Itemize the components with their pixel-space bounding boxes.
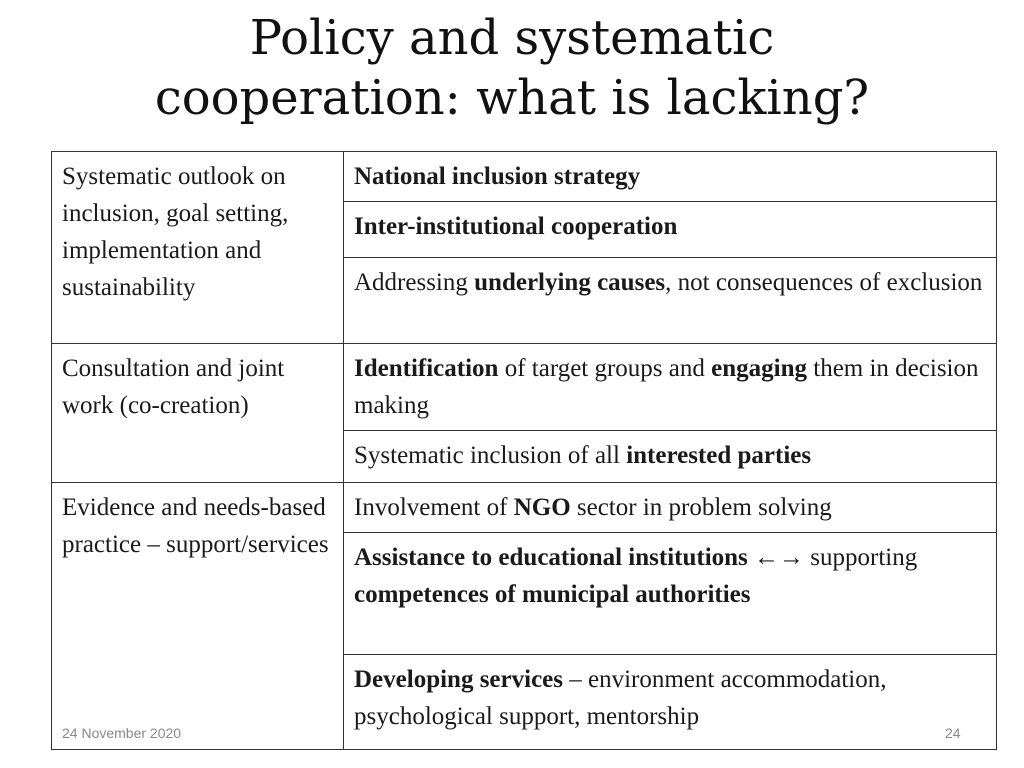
item-interested-parties: Systematic inclusion of all interested parties (344, 431, 997, 483)
category-evidence: Evidence and needs-based practice – support/services (52, 483, 344, 750)
table-row (52, 483, 997, 533)
item-identification: Identification of target groups and engaging them in decision making (344, 344, 997, 431)
item-developing-services: Developing services – environment accommodation, psychological support, mentorship (344, 655, 997, 750)
slide-title (0, 8, 1024, 128)
table-row (52, 344, 997, 431)
lacking-table (51, 151, 997, 750)
slide-title-line-2: cooperation: what is lacking? (154, 70, 870, 126)
page-number: 24 (945, 725, 961, 741)
item-assistance: Assistance to educational institutions ←→ supporting competences of municipal authorities (344, 533, 997, 655)
table-row (52, 152, 997, 202)
item-ngo: Involvement of NGO sector in problem solving (344, 483, 997, 533)
category-consultation: Consultation and joint work (co-creation) (52, 344, 344, 483)
item-national-strategy: National inclusion strategy (344, 152, 997, 202)
bidirectional-arrow-icon: ←→ (754, 544, 805, 571)
item-inter-institutional: Inter-institutional cooperation (344, 202, 997, 258)
category-systematic-outlook: Systematic outlook on inclusion, goal setting, implementation and sustainability (52, 152, 344, 344)
footer-date: 24 November 2020 (62, 725, 182, 741)
item-underlying-causes: Addressing underlying causes, not consequences of exclusion (344, 258, 997, 344)
slide-title-line-1: Policy and systematic (249, 10, 775, 66)
